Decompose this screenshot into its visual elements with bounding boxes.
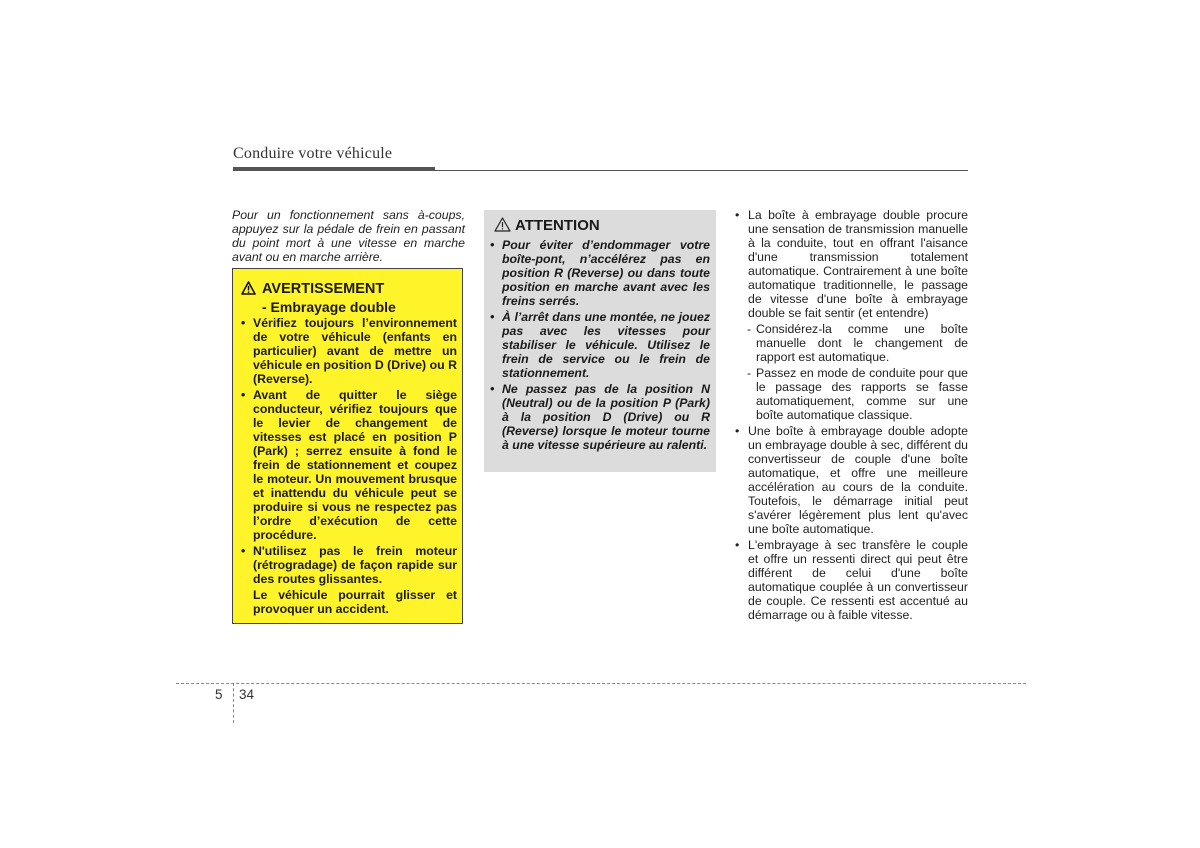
list-item-text: Une boîte à embrayage double adopte un embrayage double à sec, différent du convertisseur de couple d'une boîte automatique, et offre une meilleure accélération au cours de la conduite. Toutefois, le démarrage initial peut s'avérer légèrement plus lent qu'avec une boîte automatique. bbox=[748, 424, 968, 536]
caution-item bbox=[490, 238, 710, 308]
dash-icon: - bbox=[747, 322, 752, 336]
warning-box bbox=[232, 268, 463, 624]
caution-item bbox=[490, 310, 710, 380]
footer-dashed-line bbox=[176, 683, 1026, 684]
bullet-icon: • bbox=[490, 238, 495, 252]
page-chapter-number: 5 bbox=[215, 687, 223, 702]
warning-triangle-icon bbox=[494, 217, 511, 237]
warning-triangle-icon bbox=[241, 281, 256, 299]
list-item bbox=[734, 538, 968, 622]
footer-divider bbox=[233, 683, 234, 723]
warning-closing bbox=[241, 588, 457, 616]
warning-list bbox=[241, 316, 457, 616]
bullet-icon: • bbox=[241, 388, 246, 402]
list-item-text: L'embrayage à sec transfère le couple et offre un ressenti direct qui peut être différent de celui d'une boîte automatique couplée à un convertisseur de couple. Ce ressenti est accentué au démarrage ou à faible vitesse. bbox=[748, 538, 968, 622]
warning-heading bbox=[241, 281, 396, 315]
sub-list-item bbox=[734, 322, 968, 364]
sub-list-item bbox=[734, 366, 968, 422]
caution-item-text: Ne passez pas de la position N (Neutral) ou de la position P (Park) à la position D (Drive) ou R (Reverse) lorsque le moteur tourne à une vitesse supérieure au ralenti. bbox=[502, 382, 710, 452]
bullet-icon: • bbox=[241, 316, 246, 330]
bullet-icon: • bbox=[241, 544, 246, 558]
warning-subtitle: - Embrayage double bbox=[262, 299, 396, 315]
right-column-list bbox=[734, 208, 968, 624]
bullet-icon: • bbox=[735, 208, 740, 222]
caution-item bbox=[490, 382, 710, 452]
caution-item-text: Pour éviter d’endommager votre boîte-pont, n’accélérez pas en position R (Reverse) ou dans toute position en marche avant avec les freins serrés. bbox=[502, 238, 710, 308]
warning-title: AVERTISSEMENT bbox=[262, 281, 385, 297]
warning-item-text: Vérifiez toujours l’environnement de votre véhicule (enfants en particulier) avant de mettre un véhicule en position D (Drive) ou R (Reverse). bbox=[253, 316, 457, 386]
sub-list-item-text: Considérez-la comme une boîte manuelle dont le changement de rapport est automatique. bbox=[756, 322, 968, 364]
page-number: 34 bbox=[239, 687, 255, 702]
header-rule-accent bbox=[233, 167, 435, 171]
caution-list bbox=[490, 238, 710, 454]
warning-closing-text: Le véhicule pourrait glisser et provoquer un accident. bbox=[253, 588, 457, 616]
dash-icon: - bbox=[747, 366, 752, 380]
intro-paragraph: Pour un fonctionnement sans à-coups, appuyez sur la pédale de frein en passant du point mort à une vitesse en marche avant ou en marche arrière. bbox=[232, 208, 465, 264]
caution-item-text: À l’arrêt dans une montée, ne jouez pas avec les vitesses pour stabiliser le véhicule. Utilisez le frein de service ou le frein de stationnement. bbox=[502, 310, 710, 380]
caution-heading bbox=[494, 217, 600, 237]
warning-item-text: N'utilisez pas le frein moteur (rétrogradage) de façon rapide sur des routes glissantes. bbox=[253, 544, 457, 586]
warning-item bbox=[241, 544, 457, 586]
bullet-icon: • bbox=[735, 538, 740, 552]
caution-title: ATTENTION bbox=[515, 217, 600, 234]
bullet-icon: • bbox=[490, 382, 495, 396]
warning-item-text: Avant de quitter le siège conducteur, vérifiez toujours que le levier de changement de vitesses est placé en position P (Park) ; serrez ensuite à fond le frein de stationnement et coupez le moteur. Un mouvement brusque et inattendu du véhicule peut se produire si vous ne respectez pas l’ordre d’exécution de cette procédure. bbox=[253, 388, 457, 542]
list-item-text: La boîte à embrayage double procure une sensation de transmission manuelle à la conduite, tout en offrant l'aisance d'une transmission totalement automatique. Contrairement à une boîte automatique traditionnelle, le passage de vitesse d'une boîte à embrayage double se fait sentir (et entendre) bbox=[748, 208, 968, 320]
bullet-icon: • bbox=[490, 310, 495, 324]
warning-item bbox=[241, 316, 457, 386]
section-title: Conduire votre véhicule bbox=[233, 145, 393, 162]
list-item bbox=[734, 424, 968, 536]
caution-box bbox=[484, 210, 716, 472]
sub-list-item-text: Passez en mode de conduite pour que le passage des rapports se fasse automatiquement, comme sur une boîte automatique classique. bbox=[756, 366, 968, 422]
list-item bbox=[734, 208, 968, 320]
warning-item bbox=[241, 388, 457, 542]
bullet-icon: • bbox=[735, 424, 740, 438]
